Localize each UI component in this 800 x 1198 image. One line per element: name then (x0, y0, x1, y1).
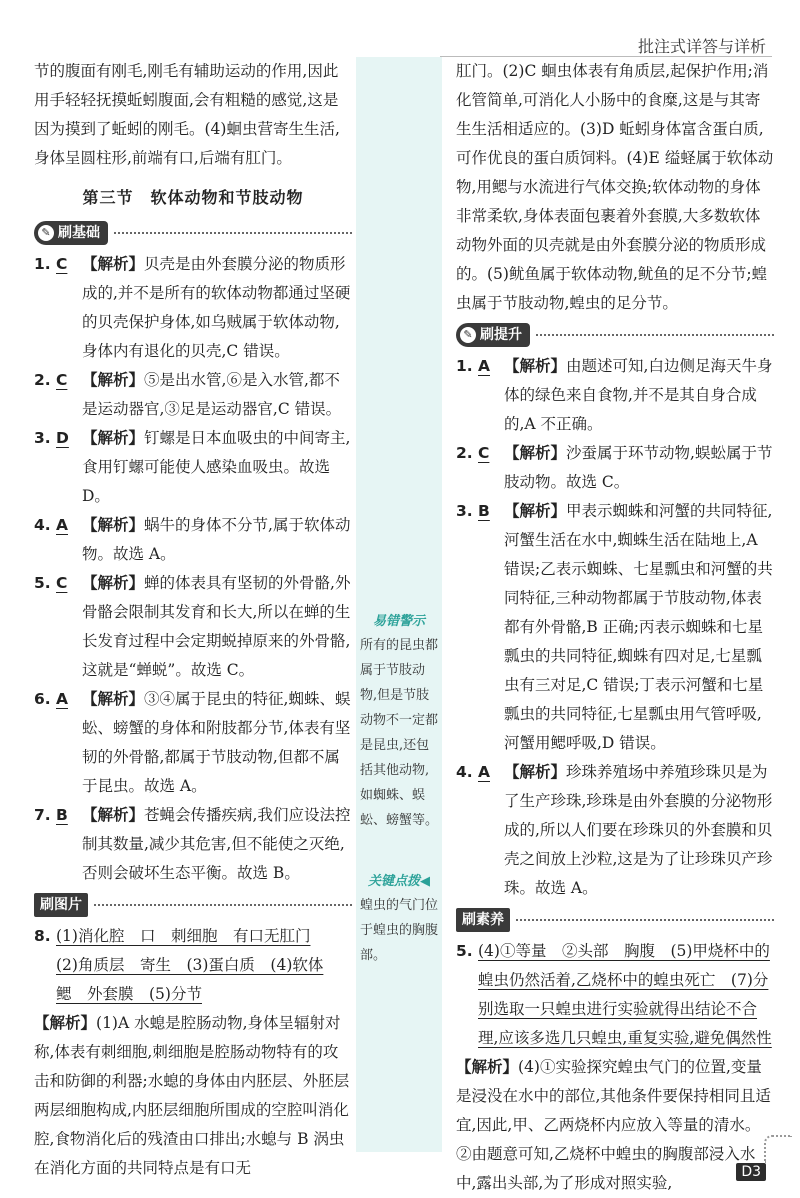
analysis-label: 【解析】 (82, 371, 145, 389)
note-title (356, 870, 442, 889)
left-intro: 节的腹面有刚毛,刚毛有辅助运动的作用,因此用手轻轻抚摸蚯蚓腹面,会有粗糙的感觉,这是因为摸到了蚯蚓的刚毛。(4)蛔虫营寄生生活,身体呈圆柱形,前端有口,后端有肛门。 (34, 62, 340, 167)
analysis-label: 【解析】 (456, 1058, 519, 1076)
analysis-label: 【解析】 (504, 502, 567, 520)
note-common-mistake (356, 610, 442, 833)
margin-notes-column (356, 57, 442, 1152)
question-number: 4. (34, 516, 51, 534)
analysis-label: 【解析】 (82, 255, 145, 273)
answer-letter: A (56, 690, 68, 708)
answer-letter: C (56, 574, 68, 592)
banner-improve-tag (456, 323, 530, 347)
book-icon: ✎ (38, 225, 54, 241)
analysis-text: 由题述可知,白边侧足海天牛身体的绿色来自食物,并不是其自身合成的,A 不正确。 (504, 357, 773, 433)
divider (536, 334, 774, 336)
divider (516, 919, 774, 921)
analysis-text: ⑤是出水管,⑥是入水管,都不是运动器官,③足是运动器官,C 错误。 (82, 371, 342, 418)
answer-letter: B (56, 806, 68, 824)
banner-improve-label: 刷提升 (480, 326, 522, 343)
analysis-label: 【解析】 (82, 574, 145, 592)
question-number: 5. (456, 942, 473, 960)
analysis-label: 【解析】 (504, 763, 567, 781)
banner-improve (456, 320, 774, 350)
question-number: 3. (456, 502, 473, 520)
question-7 (34, 801, 352, 888)
answer-letter: A (478, 357, 490, 375)
right-intro: 肛门。(2)C 蛔虫体表有角质层,起保护作用;消化管简单,可消化人小肠中的食糜,这是与其寄生生活相适应的。(3)D 蚯蚓身体富含蛋白质,可作优良的蛋白质饲料。(4)E 缢蛏属于软体动物,用鳃与水流进行气体交换;软体动物的身体非常柔软,身体表面包裹着外套膜,大多数软体动物外面的贝壳就是由外套膜分泌的物质形成的。(5)鱿鱼属于软体动物,鱿鱼的足不分节;蝗虫属于节肢动物,蝗虫的足分节。 (456, 62, 774, 312)
question-number: 8. (34, 927, 51, 945)
answer-letter: C (56, 255, 68, 273)
analysis-label: 【解析】 (82, 690, 145, 708)
analysis-text: ③④属于昆虫的特征,蜘蛛、蜈蚣、螃蟹的身体和附肢都分节,体表有坚韧的外骨骼,都属于节肢动物,但都不属于昆虫。故选 A。 (82, 690, 351, 795)
banner-basic (34, 218, 352, 248)
question-number: 3. (34, 429, 51, 447)
analysis-text: 沙蚕属于环节动物,蜈蚣属于节肢动物。故选 C。 (504, 444, 773, 491)
banner-picture-label: 刷图片 (40, 896, 82, 913)
analysis-text: 珍珠养殖场中养殖珍珠贝是为了生产珍珠,珍珠是由外套膜的分泌物形成的,所以人们要在珍珠贝的外套膜和贝壳之间放上沙粒,这是为了让珍珠贝产珍珠。故选 A。 (504, 763, 773, 897)
question-number: 1. (34, 255, 51, 273)
analysis-text: 苍蝇会传播疾病,我们应设法控制其数量,减少其危害,但不能使之灭绝,否则会破坏生态平衡。故选 B。 (82, 806, 351, 882)
banner-basic-label: 刷基础 (58, 224, 100, 241)
question-number: 6. (34, 690, 51, 708)
answer-letter: B (478, 502, 490, 520)
question-3 (34, 424, 352, 511)
question-number: 2. (34, 371, 51, 389)
answer-line: (1)消化腔 口 刺细胞 有口无肛门 (56, 927, 311, 945)
question-3 (456, 497, 774, 758)
analysis-text: 甲表示蜘蛛和河蟹的共同特征,河蟹生活在水中,蜘蛛生活在陆地上,A 错误;乙表示蜘蛛、七星瓢虫和河蟹的共同特征,三种动物都属于节肢动物,体表都有外骨骼,B 正确;丙表示蜘蛛和七星瓢虫的共同特征,蜘蛛有四对足,七星瓢虫有三对足,C 错误;丁表示河蟹和七星瓢虫的共同特征,七星瓢虫用气管呼吸,河蟹用鳃呼吸,D 错误。 (504, 502, 773, 752)
question-number: 7. (34, 806, 51, 824)
header-title: 批注式详答与详析 (637, 37, 766, 56)
left-column (34, 57, 352, 1183)
analysis-label: 【解析】 (82, 806, 145, 824)
question-5 (456, 937, 774, 1053)
note-body: 蝗虫的气门位于蝗虫的胸腹部。 (360, 898, 439, 963)
note-body: 所有的昆虫都属于节肢动物,但是节肢动物不一定都是昆虫,还包括其他动物,如蜘蛛、蜈蚣、螃蟹等。 (360, 638, 439, 828)
analysis-label: 【解析】 (82, 516, 145, 534)
question-2 (34, 366, 352, 424)
banner-literacy (456, 905, 774, 935)
page-number: D3 (736, 1163, 766, 1181)
note-key-point (356, 870, 442, 968)
analysis-label: 【解析】 (34, 1014, 97, 1032)
arrow-left-icon: ◀ (420, 874, 430, 889)
question-5-analysis (456, 1053, 774, 1198)
analysis-text: 钉螺是日本血吸虫的中间寄主,食用钉螺可能使人感染血吸虫。故选 D。 (82, 429, 351, 505)
question-number: 2. (456, 444, 473, 462)
question-4 (34, 511, 352, 569)
answer-text: (4)①等量 ②头部 胸腹 (5)甲烧杯中的蝗虫仍然活着,乙烧杯中的蝗虫死亡 (7)分别选取一只蝗虫进行实验就得出结论不合理,应该多选几只蝗虫,重复实验,避免偶然性 (478, 942, 772, 1047)
answer-letter: A (56, 516, 68, 534)
question-4 (456, 758, 774, 903)
question-1 (456, 352, 774, 439)
note-title-text: 关键点拨 (367, 874, 420, 889)
right-column (456, 57, 774, 1198)
answer-letter: C (478, 444, 490, 462)
question-6 (34, 685, 352, 801)
analysis-text: 蜗牛的身体不分节,属于软体动物。故选 A。 (82, 516, 351, 563)
question-number: 4. (456, 763, 473, 781)
banner-literacy-tag (456, 908, 510, 932)
divider (94, 904, 352, 906)
analysis-text: 贝壳是由外套膜分泌的物质形成的,并不是所有的软体动物都通过坚硬的贝壳保护身体,如乌贼属于软体动物,身体内有退化的贝壳,C 错误。 (82, 255, 351, 360)
question-8-analysis (34, 1009, 352, 1183)
analysis-text: 蝉的体表具有坚韧的外骨骼,外骨骼会限制其发育和长大,所以在蝉的生长发育过程中会定期蜕掉原来的外骨骼,这就是“蝉蜕”。故选 C。 (82, 574, 351, 679)
answer-letter: C (56, 371, 68, 389)
analysis-label: 【解析】 (504, 444, 567, 462)
banner-picture (34, 890, 352, 920)
banner-picture-tag (34, 893, 88, 917)
divider (114, 232, 352, 234)
note-title: 易错警示 (372, 614, 425, 629)
corner-decoration (764, 1135, 792, 1163)
question-1 (34, 250, 352, 366)
answer-line: (2)角质层 寄生 (3)蛋白质 (4)软体 (56, 956, 324, 974)
book-icon: ✎ (460, 327, 476, 343)
analysis-text: (1)A 水螅是腔肠动物,身体呈辐射对称,体表有刺细胞,刺细胞是腔肠动物特有的攻击和防御的利器;水螅的身体由内胚层、外胚层两层细胞构成,内胚层细胞所围成的空腔叫消化腔,食物消化后的残渣由口排出;水螅与 B 涡虫在消化方面的共同特点是有口无 (34, 1014, 350, 1177)
answer-letter: D (56, 429, 69, 447)
question-8 (34, 922, 352, 1009)
answer-line: 鳃 外套膜 (5)分节 (56, 985, 202, 1003)
question-5 (34, 569, 352, 685)
answer-letter: A (478, 763, 490, 781)
section-title: 第三节 软体动物和节肢动物 (82, 188, 304, 207)
question-number: 1. (456, 357, 473, 375)
analysis-text: (4)①实验探究蝗虫气门的位置,变量是浸没在水中的部位,其他条件要保持相同且适宜,因此,甲、乙两烧杯内应放入等量的清水。②由题意可知,乙烧杯中蝗虫的胸腹部浸入水中,露出头部,为了形成对照实验, (456, 1058, 771, 1192)
banner-literacy-label: 刷素养 (462, 911, 504, 928)
analysis-label: 【解析】 (504, 357, 567, 375)
analysis-label: 【解析】 (82, 429, 145, 447)
question-number: 5. (34, 574, 51, 592)
question-2 (456, 439, 774, 497)
banner-basic-tag (34, 221, 108, 245)
